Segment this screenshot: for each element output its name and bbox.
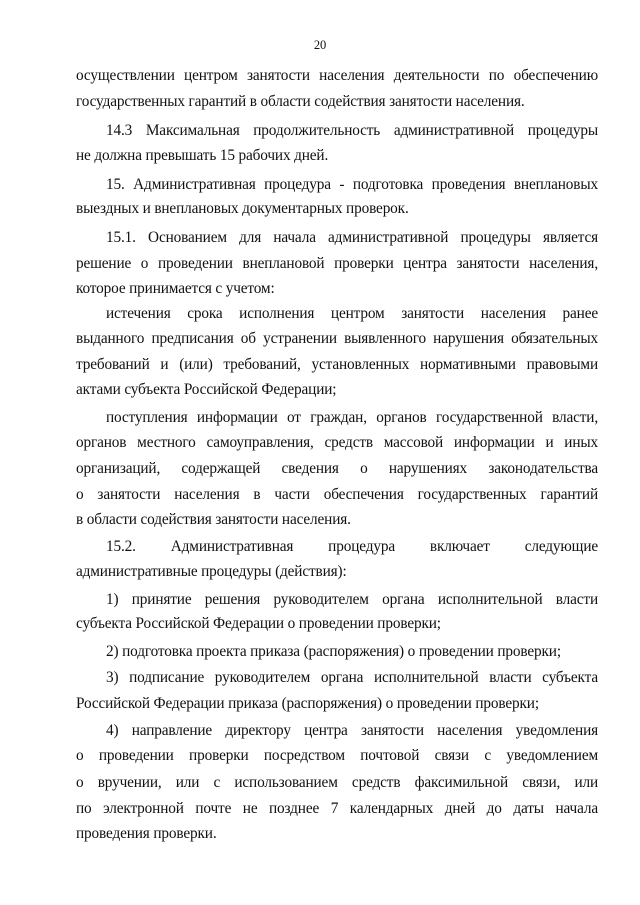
text-line: осуществлении центром занятости населения деятельности по обеспечению (76, 67, 598, 84)
text-line: истечения срока исполнения центром занятости населения ранее (106, 305, 598, 322)
text-line: 15. Административная процедура - подготовка проведения внеплановых (106, 176, 598, 193)
text-line: в области содействия занятости населения. (76, 511, 351, 528)
text-line: о занятости населения в части обеспечения государственных гарантий (76, 486, 598, 503)
text-line: 4) направление директору центра занятости населения уведомления (106, 722, 598, 739)
text-line: по электронной почте не позднее 7 календарных дней до даты начала (76, 800, 598, 817)
text-line: 3) подписание руководителем органа исполнительной власти субъекта (106, 669, 598, 686)
text-line: выданного предписания об устранении выявленного нарушения обязательных (76, 330, 598, 347)
text-line: организаций, содержащей сведения о нарушениях законодательства (76, 460, 598, 477)
text-line: 15.2. Административная процедура включает следующие (106, 538, 598, 555)
text-line: субъекта Российской Федерации о проведении проверки; (76, 615, 441, 632)
text-line: не должна превышать 15 рабочих дней. (76, 147, 329, 164)
text-line: о проведении проверки посредством почтовой связи с уведомлением (76, 747, 598, 764)
text-line: 2) подготовка проекта приказа (распоряжения) о проведении проверки; (106, 643, 561, 660)
text-line: которое принимается с учетом: (76, 280, 275, 297)
text-line: 1) принятие решения руководителем органа исполнительной власти (106, 591, 598, 608)
text-line: выездных и внеплановых документарных проверок. (76, 200, 409, 217)
text-line: решение о проведении внеплановой проверки центра занятости населения, (76, 255, 598, 272)
text-line: Российской Федерации приказа (распоряжения) о проведении проверки; (76, 695, 539, 712)
page-number: 20 (313, 38, 327, 52)
text-line: поступления информации от граждан, органов государственной власти, (106, 409, 598, 426)
text-line: государственных гарантий в области содействия занятости населения. (76, 93, 525, 110)
text-line: о вручении, или с использованием средств факсимильной связи, или (76, 774, 598, 791)
text-line: 14.3 Максимальная продолжительность административной процедуры (106, 122, 598, 139)
text-line: органов местного самоуправления, средств массовой информации и иных (76, 434, 598, 451)
text-line: требований и (или) требований, установленных нормативными правовыми (76, 356, 598, 373)
text-line: административные процедуры (действия): (76, 563, 347, 580)
text-line: актами субъекта Российской Федерации; (76, 381, 337, 398)
text-line: 15.1. Основанием для начала административной процедуры является (106, 229, 598, 246)
text-line: проведения проверки. (76, 825, 217, 842)
